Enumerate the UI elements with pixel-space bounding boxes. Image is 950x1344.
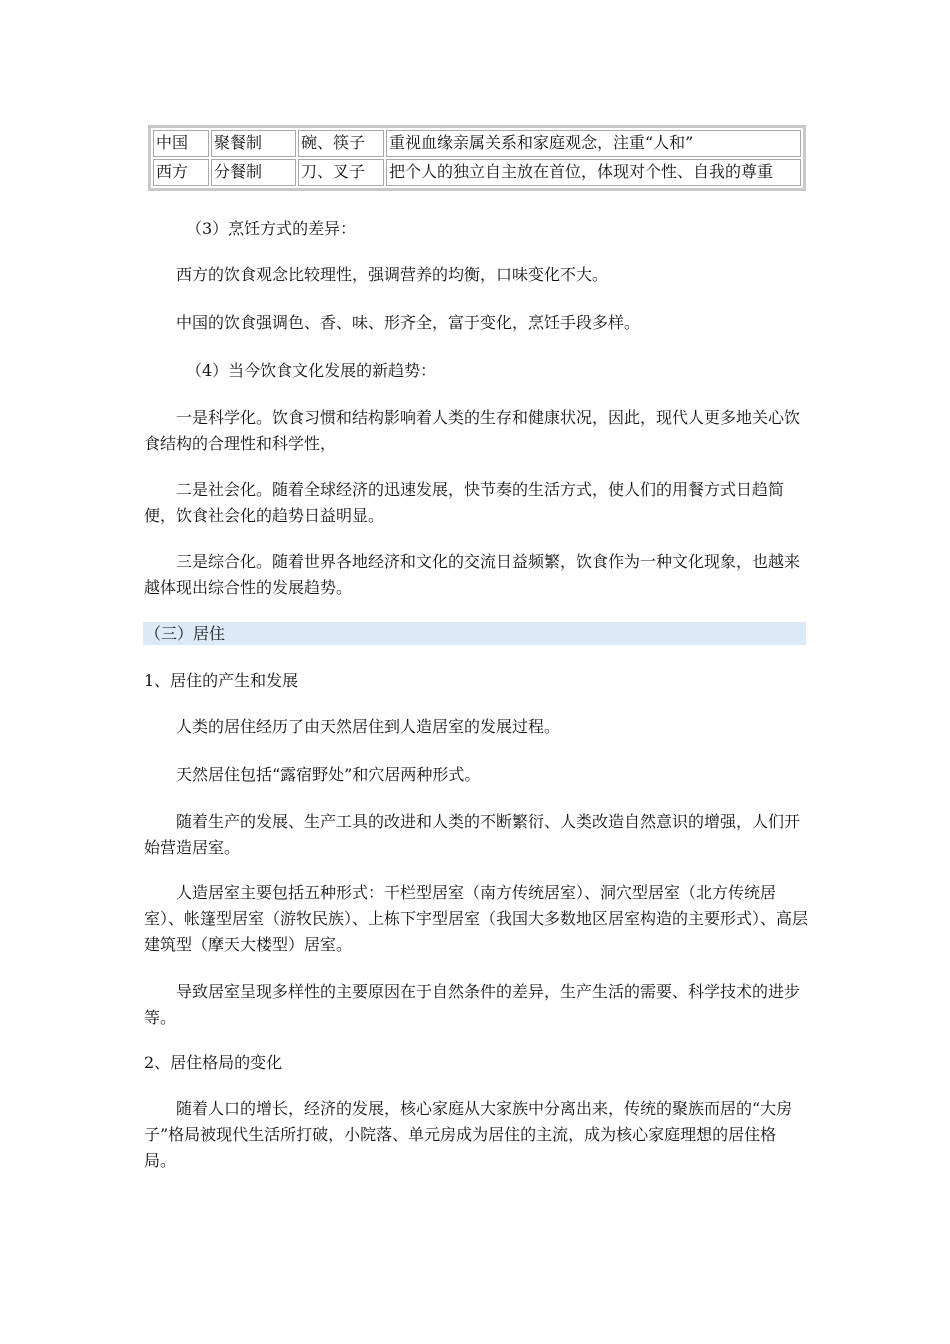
subheading: 2、居住格局的变化: [144, 1053, 283, 1072]
paragraph: 一是科学化。饮食习惯和结构影响着人类的生存和健康状况，因此，现代人更多地关心饮食结构的合理性和科学性，: [144, 408, 801, 453]
subheading-trends: （4）当今饮食文化发展的新趋势：: [186, 361, 437, 380]
section-heading-housing: （三）居住: [143, 622, 806, 645]
paragraph: 人造居室主要包括五种形式：干栏型居室（南方传统居室）、洞穴型居室（北方传统居室）、帐篷型居室（游牧民族）、上栋下宇型居室（我国大多数地区居室构造的主要形式）、高层建筑型（摩天大楼型）居室。: [144, 883, 809, 954]
table-cell: 重视血缘亲属关系和家庭观念，注重“人和”: [386, 130, 801, 157]
table-cell: 碗、筷子: [298, 130, 384, 157]
table-cell: 把个人的独立自主放在首位，体现对个性、自我的尊重: [386, 159, 801, 186]
paragraph: 二是社会化。随着全球经济的迅速发展，快节奏的生活方式，使人们的用餐方式日趋简便，饮食社会化的趋势日益明显。: [144, 480, 785, 525]
paragraph: 三是综合化。随着世界各地经济和文化的交流日益频繁，饮食作为一种文化现象，也越来越体现出综合性的发展趋势。: [144, 552, 801, 597]
paragraph: 西方的饮食观念比较理性，强调营养的均衡，口味变化不大。: [176, 265, 609, 284]
paragraph: 天然居住包括“露宿野处”和穴居两种形式。: [176, 765, 481, 784]
paragraph: 随着人口的增长，经济的发展，核心家庭从大家族中分离出来，传统的聚族而居的“大房子”格局被现代生活所打破，小院落、单元房成为居住的主流，成为核心家庭理想的居住格局。: [144, 1099, 793, 1170]
table-cell: 刀、叉子: [298, 159, 384, 186]
paragraph: 导致居室呈现多样性的主要原因在于自然条件的差异，生产生活的需要、科学技术的进步等。: [144, 982, 801, 1027]
subheading: 1、居住的产生和发展: [144, 671, 299, 690]
table-cell: 分餐制: [211, 159, 296, 186]
table-row: [153, 130, 801, 157]
subheading-cooking: （3）烹饪方式的差异：: [186, 219, 357, 238]
paragraph: 人类的居住经历了由天然居住到人造居室的发展过程。: [176, 717, 561, 736]
paragraph: 中国的饮食强调色、香、味、形齐全，富于变化，烹饪手段多样。: [176, 313, 641, 332]
table-cell: 中国: [153, 130, 209, 157]
table-row: [153, 159, 801, 186]
table-cell: 西方: [153, 159, 209, 186]
comparison-table: [148, 125, 806, 191]
table-cell: 聚餐制: [211, 130, 296, 157]
table: [151, 128, 803, 188]
paragraph: 随着生产的发展、生产工具的改进和人类的不断繁衍、人类改造自然意识的增强，人们开始营造居室。: [144, 812, 801, 857]
